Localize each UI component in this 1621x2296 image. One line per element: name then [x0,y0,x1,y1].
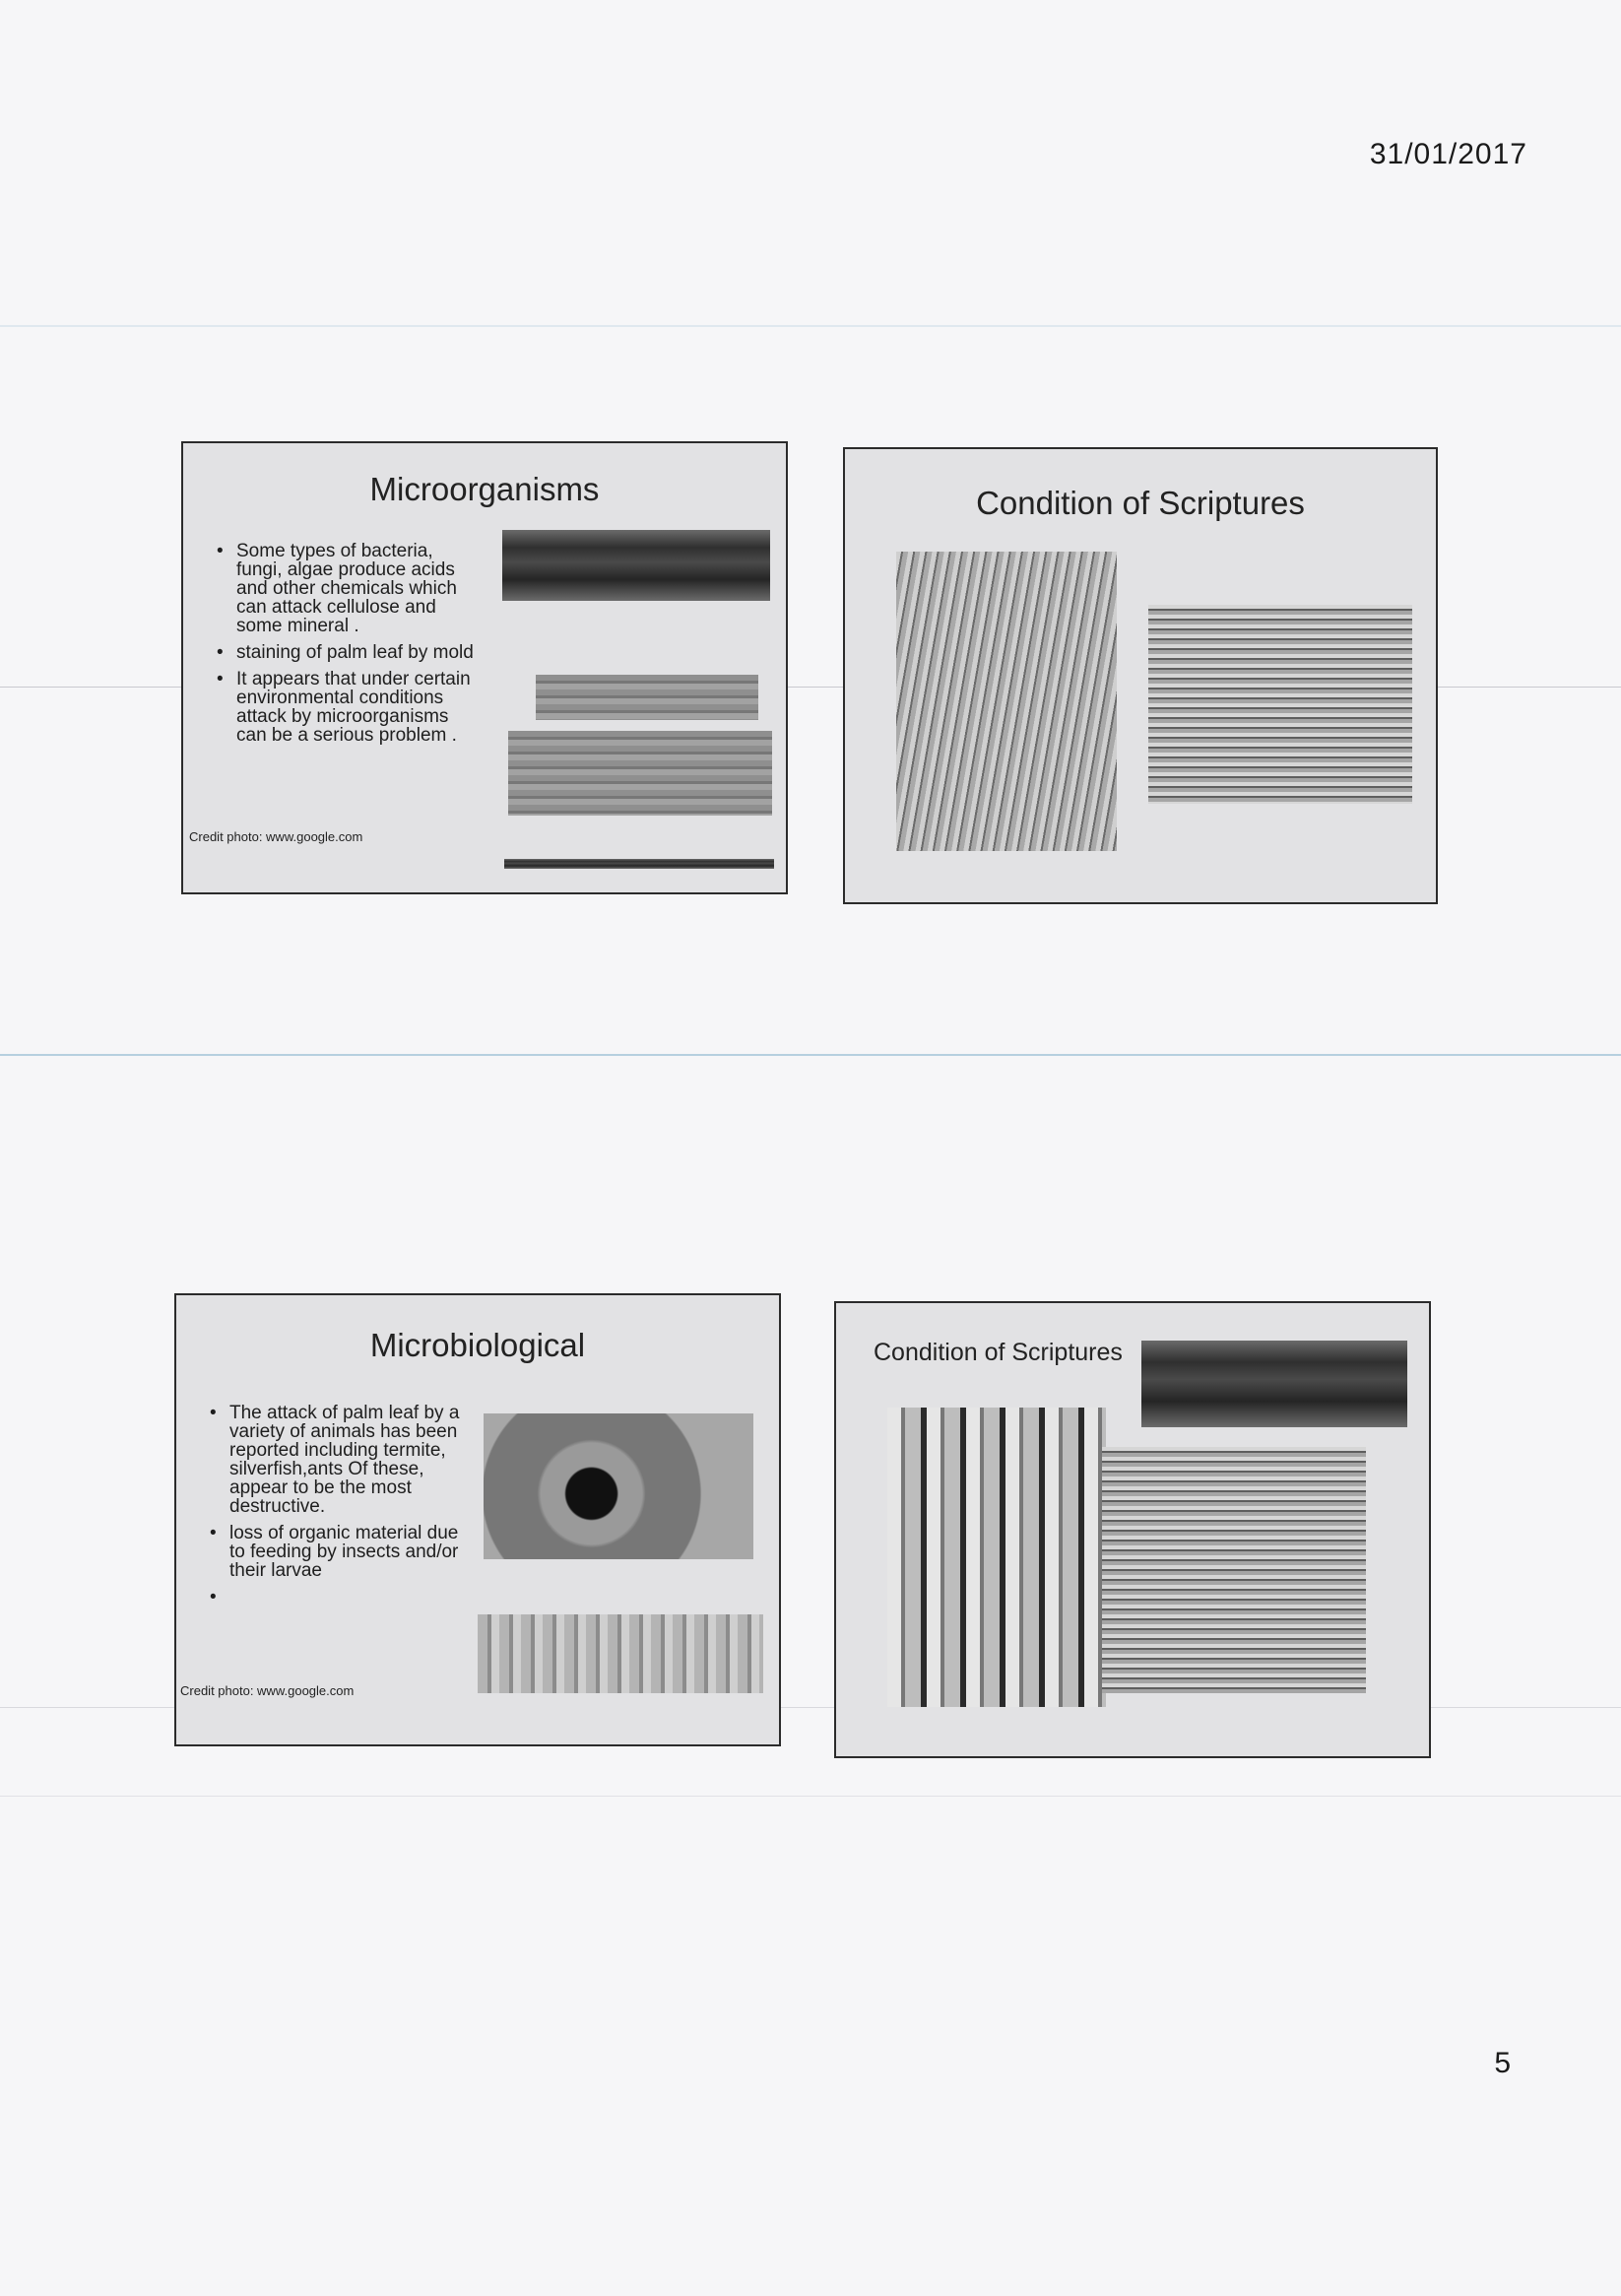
divider [0,1796,1621,1797]
palm-leaf-photo [502,530,770,601]
palm-leaf-photo [1141,1341,1407,1427]
photo-credit: Credit photo: www.google.com [180,1683,355,1698]
slide-microbiological [174,1293,781,1746]
bullet-item: • The attack of palm leaf by a variety of animals has been reported including termite, silverfish,ants Of these, appear to be the most destructive. [202,1404,460,1516]
slide-microorganisms [181,441,788,894]
page-date: 31/01/2017 [1369,138,1527,170]
photo-credit: Credit photo: www.google.com [189,829,363,844]
manuscript-bundle-photo [896,552,1117,851]
slide-title: Microbiological [369,1327,586,1363]
divider [0,1054,1621,1056]
bullet-list [209,542,477,753]
page-number: 5 [1494,2047,1511,2079]
slide-condition-of-scriptures-2 [834,1301,1431,1758]
palm-leaf-photo [478,1614,763,1693]
palm-leaf-photo [504,859,774,869]
mold-stain-photo [508,731,772,816]
slide-title: Condition of Scriptures [874,1339,1123,1366]
bullet-list [202,1404,460,1588]
bullet-item: • Some types of bacteria, fungi, algae produce acids and other chemicals which can attack cellulose and some mineral . [209,542,477,635]
slide-condition-of-scriptures [843,447,1438,904]
slide-title: Condition of Scriptures [976,485,1305,521]
palm-leaf-photo [536,675,758,720]
divider [0,325,1621,327]
manuscript-stack-photo [1148,605,1412,804]
slide-title: Microorganisms [369,471,600,507]
bullet-item: • It appears that under certain environmental conditions attack by microorganisms can be a serious problem . [209,670,477,745]
manuscript-stack-photo [1102,1447,1366,1693]
bullet-item: • staining of palm leaf by mold [209,643,477,662]
broken-leaves-photo [887,1408,1106,1707]
bullet-item: • loss of organic material due to feeding by insects and/or their larvae [202,1524,460,1580]
insect-photo [484,1413,753,1559]
